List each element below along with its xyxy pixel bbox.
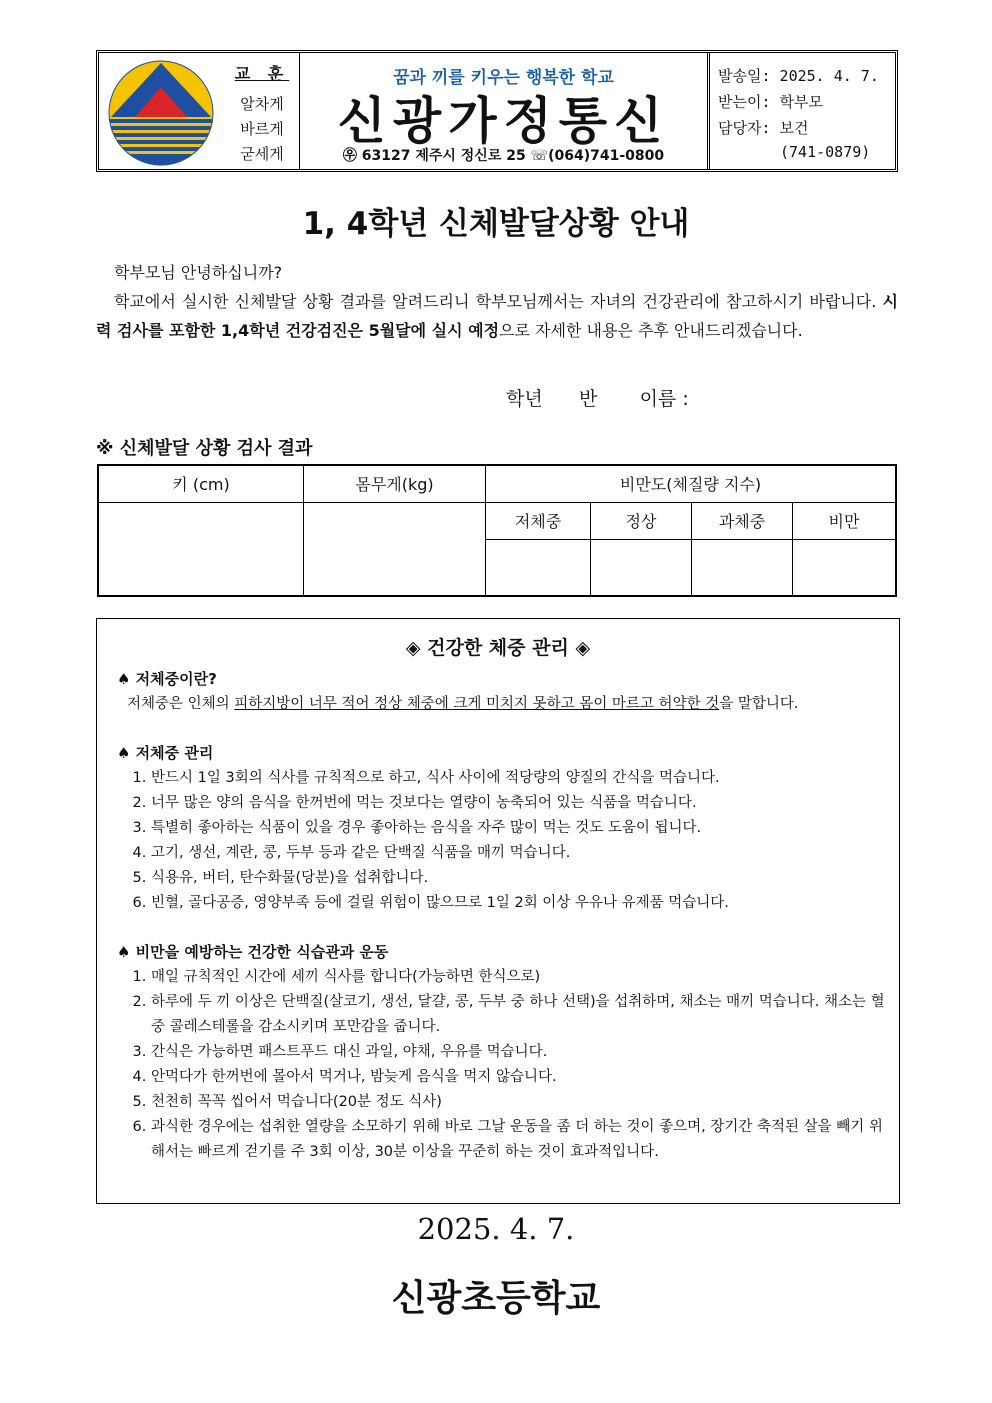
school-motto bbox=[233, 61, 291, 167]
list-item: 4. 고기, 생선, 계란, 콩, 두부 등과 같은 단백질 식품을 매끼 먹습니다. bbox=[151, 841, 887, 866]
underweight-definition-title: ♠ 저체중이란? bbox=[117, 670, 217, 688]
motto-title: 교 훈 bbox=[234, 64, 290, 83]
sent-date: 발송일: 2025. 4. 7. bbox=[718, 67, 879, 85]
student-name-line: 학년 반 이름 : bbox=[506, 388, 689, 410]
newsletter-title: 신광가정통신 bbox=[337, 92, 670, 150]
list-item: 6. 과식한 경우에는 섭취한 열량을 소모하기 위해 바로 그날 운동을 좀 더 하는 것이 좋으며, 장기간 축적된 살을 빼기 위해서는 빠르게 걷기를 주 3회 이상, 30분 이상을 꾸준히 하는 것이 효과적입니다. bbox=[151, 1115, 887, 1165]
header-height: 키 (cm) bbox=[98, 465, 304, 502]
school-address: ㉾ 63127 제주시 정신로 25 ☏(064)741-0800 bbox=[342, 148, 665, 164]
list-item: 3. 간식은 가능하면 패스트푸드 대신 과일, 야채, 우유를 먹습니다. bbox=[151, 1040, 887, 1065]
obesity-prevention-list bbox=[117, 965, 887, 1165]
intro-body-text: 학교에서 실시한 신체발달 상황 결과를 알려드리니 학부모님께서는 자녀의 건강관리에 참고하시기 바랍니다. bbox=[114, 292, 883, 311]
recipient: 받는이: 학부모 bbox=[718, 93, 824, 111]
motto-line: 바르게 bbox=[240, 120, 284, 138]
weight-value-cell bbox=[304, 502, 486, 596]
underweight-management-title: ♠ 저체중 관리 bbox=[117, 744, 214, 762]
motto-line: 알차게 bbox=[240, 95, 284, 113]
box-title: ◈ 건강한 체중 관리 ◈ bbox=[405, 637, 591, 659]
intro-body-bold: 시력 검사를 포함한 1,4학년 건강검진은 5월달에 실시 예정 bbox=[96, 292, 898, 340]
list-item: 3. 특별히 좋아하는 식품이 있을 경우 좋아하는 음식을 자주 많이 먹는 것도 도움이 됩니다. bbox=[151, 816, 887, 841]
definition-underlined: 피하지방이 너무 적어 정상 체중에 크게 미치지 못하고 몸이 마르고 허약한 것 bbox=[234, 696, 720, 712]
meta-cell bbox=[710, 53, 895, 169]
title-cell bbox=[300, 53, 710, 169]
result-table bbox=[97, 464, 897, 597]
bmi-obese-cell bbox=[793, 539, 897, 596]
bmi-underweight-header: 저체중 bbox=[486, 502, 591, 539]
box-content bbox=[117, 667, 887, 1165]
bmi-normal-header: 정상 bbox=[591, 502, 692, 539]
footer-school-name: 신광초등학교 bbox=[391, 1278, 601, 1319]
bmi-overweight-header: 과체중 bbox=[692, 502, 793, 539]
height-value-cell bbox=[98, 502, 304, 596]
header-bmi: 비만도(체질량 지수) bbox=[486, 465, 897, 502]
list-item: 5. 천천히 꼭꼭 씹어서 먹습니다(20분 정도 식사) bbox=[151, 1090, 887, 1115]
underweight-definition bbox=[127, 692, 887, 717]
underweight-management-list bbox=[117, 766, 887, 916]
newsletter-header bbox=[96, 50, 898, 172]
definition-text: 저체중은 인체의 bbox=[127, 696, 235, 712]
list-item: 1. 매일 규칙적인 시간에 세끼 식사를 합니다(가능하면 한식으로) bbox=[151, 965, 887, 990]
intro-body bbox=[96, 287, 898, 345]
bmi-obese-header: 비만 bbox=[793, 502, 897, 539]
header-weight: 몸무게(kg) bbox=[304, 465, 486, 502]
school-logo-icon bbox=[107, 59, 215, 167]
school-slogan: 꿈과 끼를 키우는 행복한 학교 bbox=[393, 68, 614, 88]
bmi-underweight-cell bbox=[486, 539, 591, 596]
manager: 담당자: 보건 bbox=[718, 119, 809, 137]
footer-date: 2025. 4. 7. bbox=[417, 1212, 575, 1246]
greeting: 학부모님 안녕하십니까? bbox=[114, 263, 283, 282]
document-title: 1, 4학년 신체발달상황 안내 bbox=[302, 206, 690, 242]
manager-phone: (741-0879) bbox=[780, 143, 871, 161]
section-label: ※ 신체발달 상황 검사 결과 bbox=[96, 438, 313, 459]
intro-body-text-end: 으로 자세한 내용은 추후 안내드리겠습니다. bbox=[499, 321, 803, 340]
logo-motto-cell bbox=[99, 53, 300, 169]
definition-text-end: 을 말합니다. bbox=[719, 696, 799, 712]
intro-text bbox=[96, 258, 898, 345]
list-item: 1. 반드시 1일 3회의 식사를 규칙적으로 하고, 식사 사이에 적당량의 양질의 간식을 먹습니다. bbox=[151, 766, 887, 791]
list-item: 2. 너무 많은 양의 음식을 한꺼번에 먹는 것보다는 열량이 농축되어 있는 식품을 먹습니다. bbox=[151, 791, 887, 816]
bmi-normal-cell bbox=[591, 539, 692, 596]
list-item: 4. 안먹다가 한꺼번에 몰아서 먹거나, 밤늦게 음식을 먹지 않습니다. bbox=[151, 1065, 887, 1090]
list-item: 6. 빈혈, 골다공증, 영양부족 등에 걸릴 위험이 많으므로 1일 2회 이상 우유나 유제품 먹습니다. bbox=[151, 891, 887, 916]
list-item: 2. 하루에 두 끼 이상은 단백질(살코기, 생선, 달걀, 콩, 두부 중 하나 선택)을 섭취하며, 채소는 매끼 먹습니다. 채소는 혈중 콜레스테롤을 감소시키며 포만감을 줍니다. bbox=[151, 990, 887, 1040]
list-item: 5. 식용유, 버터, 탄수화물(당분)을 섭취합니다. bbox=[151, 866, 887, 891]
weight-management-box bbox=[96, 618, 900, 1204]
obesity-prevention-title: ♠ 비만을 예방하는 건강한 식습관과 운동 bbox=[117, 943, 389, 961]
motto-line: 굳세게 bbox=[240, 145, 284, 163]
bmi-overweight-cell bbox=[692, 539, 793, 596]
